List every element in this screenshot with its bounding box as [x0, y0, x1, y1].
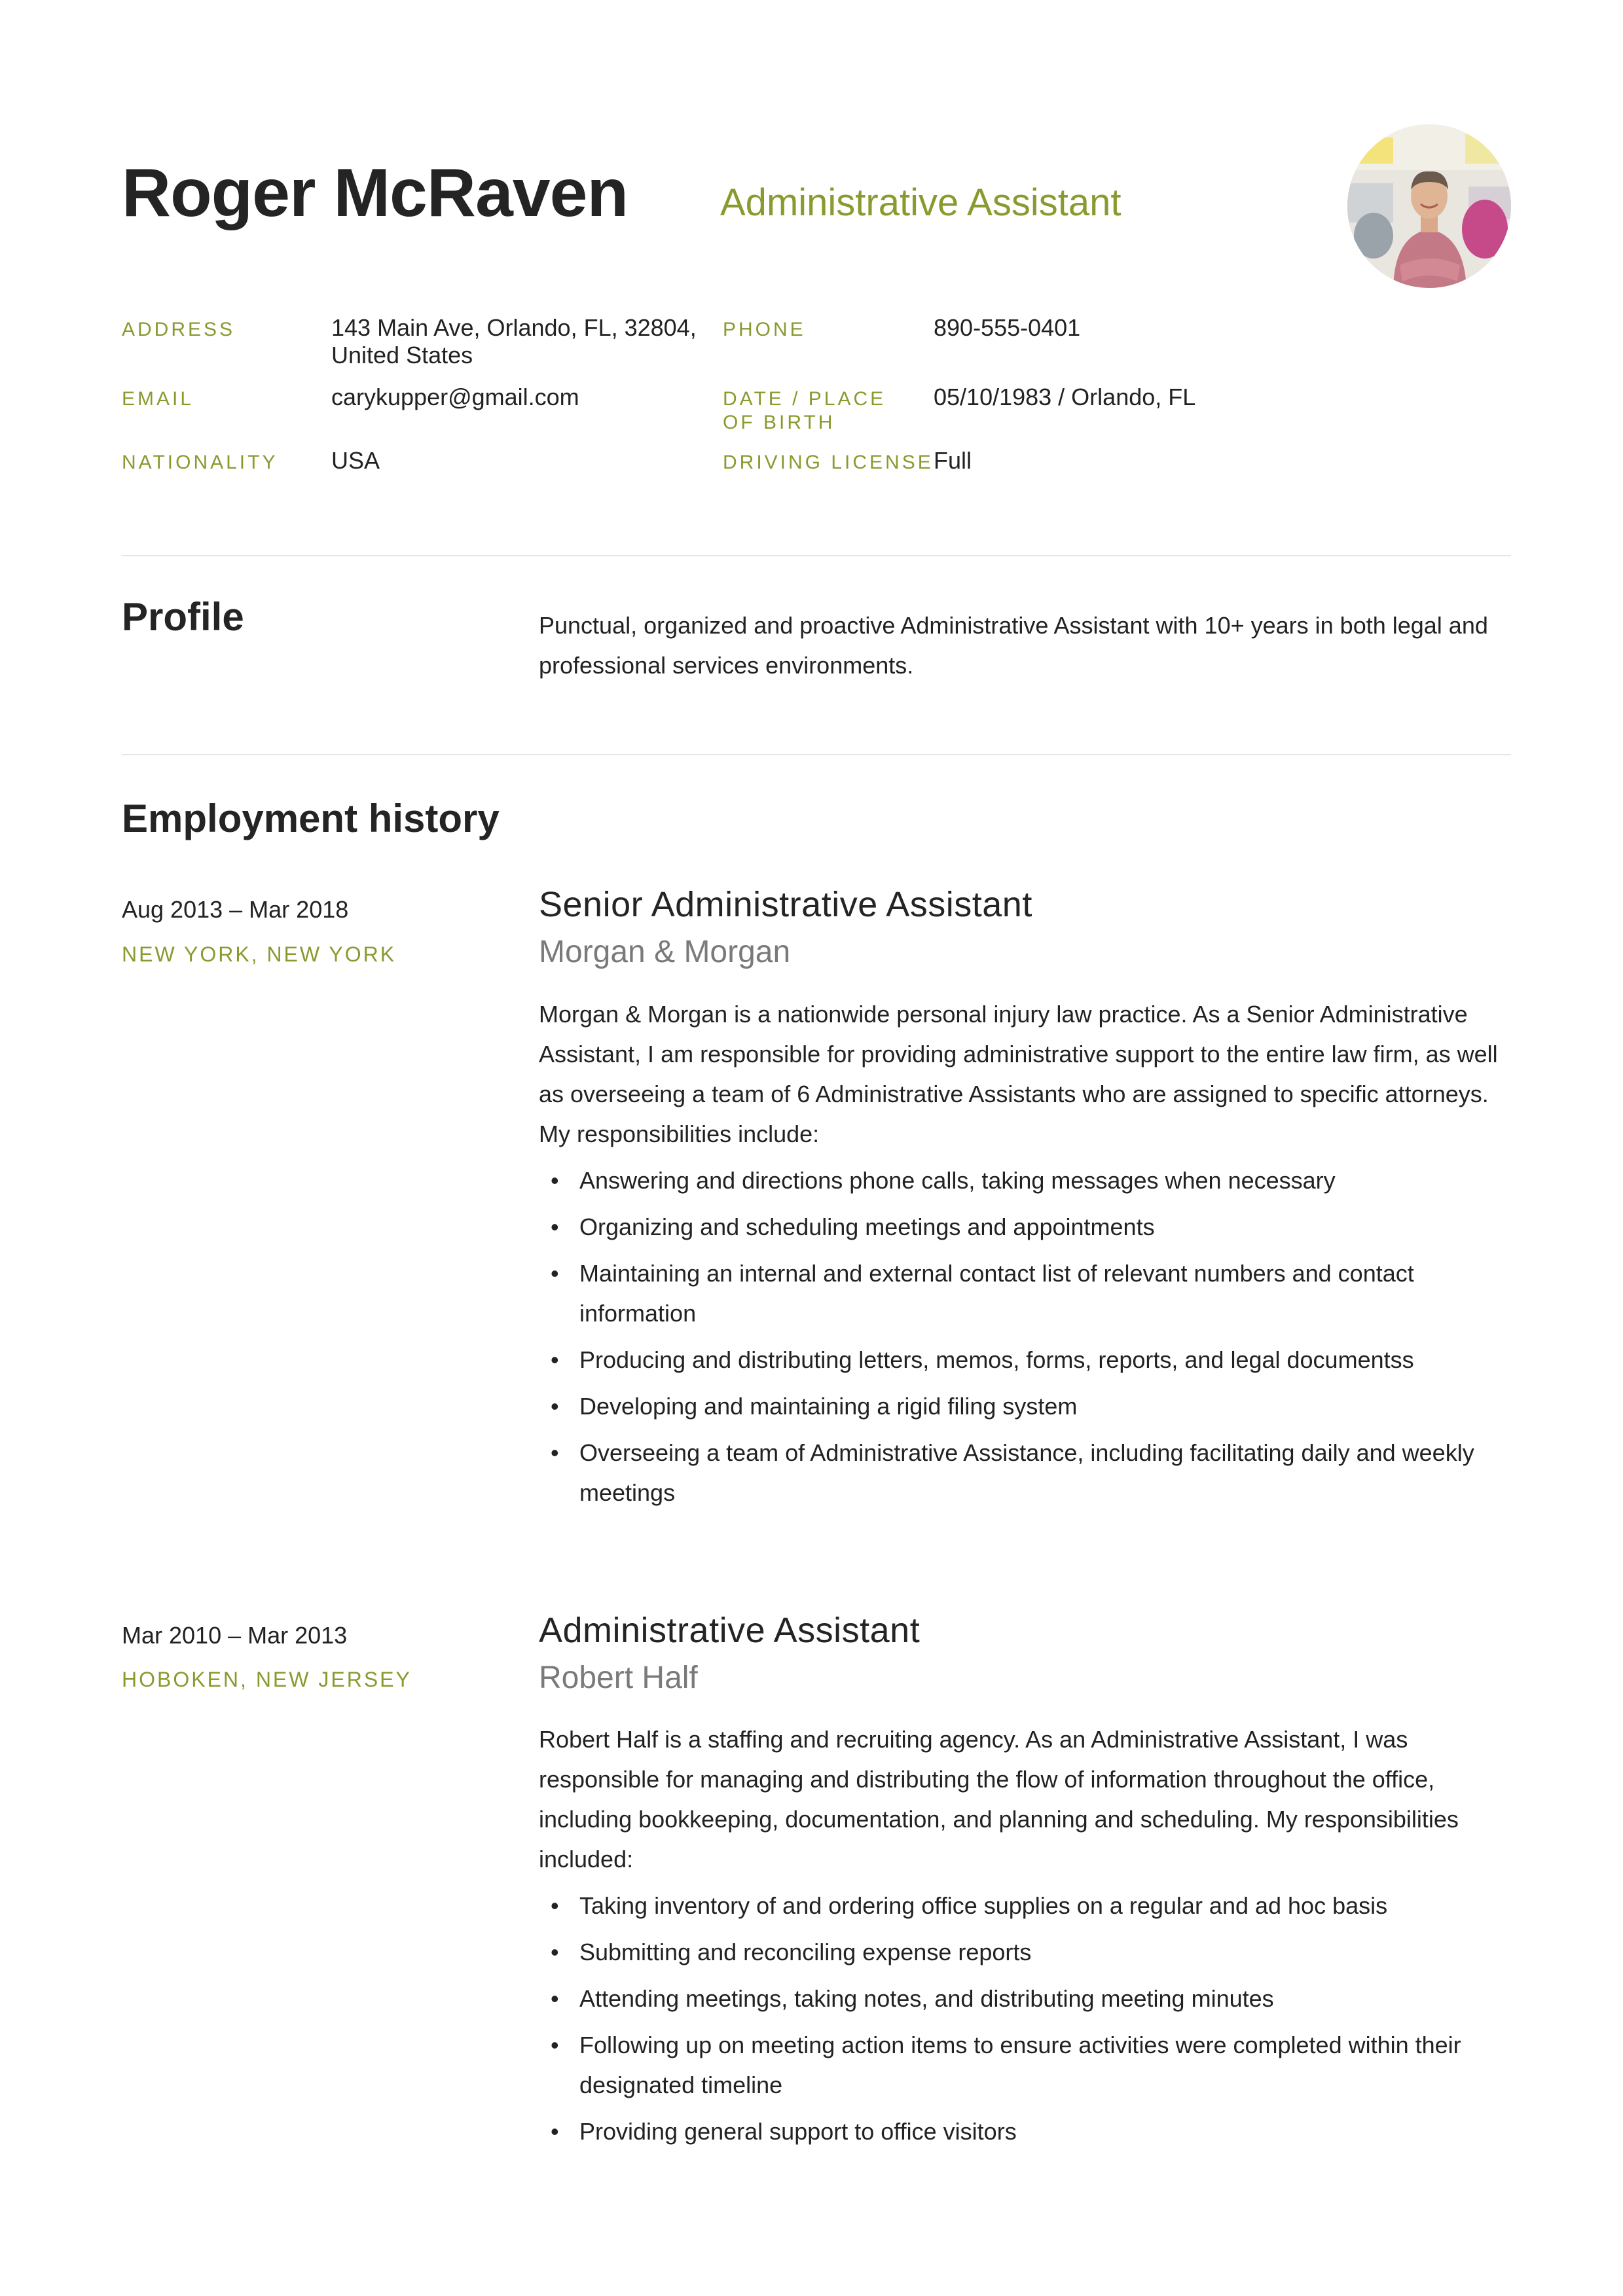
- bullet-icon: •: [551, 1167, 559, 1194]
- bullet-icon: •: [551, 1939, 559, 1965]
- job-dates: Aug 2013 – Mar 2018: [122, 896, 349, 923]
- list-item: • Following up on meeting action items to ensure activities were completed within their designated timeline: [539, 2025, 1514, 2105]
- phone-value: 890-555-0401: [934, 314, 1081, 341]
- profile-heading: Profile: [122, 595, 244, 639]
- list-item: • Taking inventory of and ordering office supplies on a regular and ad hoc basis: [539, 1886, 1514, 1926]
- nationality-label: NATIONALITY: [122, 452, 278, 473]
- bullet-icon: •: [551, 1393, 559, 1420]
- job-responsibilities: [539, 1160, 1514, 1519]
- job-description: Morgan & Morgan is a nationwide personal injury law practice. As a Senior Administrative Assistant, I am responsible for providing administrative support to the entire law firm, as well as overseeing a team of 6 Administrative Assistants who are assigned to specific attorneys. My responsibilities include:: [539, 1001, 1498, 1147]
- license-value: Full: [934, 447, 972, 474]
- job-company: Robert Half: [539, 1660, 698, 1695]
- address-value: 143 Main Ave, Orlando, FL, 32804, United States: [331, 314, 697, 368]
- list-item: • Overseeing a team of Administrative Assistance, including facilitating daily and weekly meetings: [539, 1433, 1514, 1513]
- list-item: • Attending meetings, taking notes, and distributing meeting minutes: [539, 1979, 1514, 2018]
- bullet-icon: •: [551, 1439, 559, 1466]
- bullet-icon: •: [551, 1213, 559, 1240]
- candidate-name: Roger McRaven: [122, 155, 628, 231]
- bullet-icon: •: [551, 2032, 559, 2058]
- birth-value: 05/10/1983 / Orlando, FL: [934, 384, 1196, 410]
- job-dates: Mar 2010 – Mar 2013: [122, 1622, 348, 1649]
- divider: [122, 555, 1511, 556]
- list-item: • Organizing and scheduling meetings and appointments: [539, 1207, 1514, 1247]
- employment-heading: Employment history: [122, 797, 500, 840]
- bullet-icon: •: [551, 1985, 559, 2012]
- phone-label: PHONE: [723, 319, 806, 340]
- list-item: • Submitting and reconciling expense reports: [539, 1932, 1514, 1972]
- list-item: • Maintaining an internal and external contact list of relevant numbers and contact information: [539, 1253, 1514, 1333]
- license-label: DRIVING LICENSE: [723, 452, 934, 473]
- job-location: NEW YORK, NEW YORK: [122, 942, 397, 966]
- birth-label: DATE / PLACE OF BIRTH: [723, 388, 886, 433]
- list-item: • Providing general support to office visitors: [539, 2111, 1514, 2151]
- job-responsibilities: [539, 1886, 1514, 2158]
- bullet-icon: •: [551, 1260, 559, 1287]
- job-location: HOBOKEN, NEW JERSEY: [122, 1668, 412, 1691]
- nationality-value: USA: [331, 447, 380, 474]
- list-item: • Producing and distributing letters, memos, forms, reports, and legal documentss: [539, 1340, 1514, 1380]
- job-company: Morgan & Morgan: [539, 935, 791, 969]
- address-label: ADDRESS: [122, 319, 236, 340]
- email-value: carykupper@gmail.com: [331, 384, 579, 410]
- profile-photo: [1347, 124, 1511, 288]
- bullet-icon: •: [551, 2118, 559, 2145]
- job-title: Senior Administrative Assistant: [539, 885, 1032, 924]
- email-label: EMAIL: [122, 388, 194, 410]
- job-description: Robert Half is a staffing and recruiting agency. As an Administrative Assistant, I was responsible for managing and distributing the flow of information throughout the office, including bookkeeping, documentation, and planning and scheduling. My responsibilities included:: [539, 1726, 1459, 1873]
- divider: [122, 754, 1511, 755]
- bullet-icon: •: [551, 1892, 559, 1919]
- bullet-icon: •: [551, 1346, 559, 1373]
- candidate-role: Administrative Assistant: [720, 181, 1122, 224]
- job-title: Administrative Assistant: [539, 1611, 921, 1650]
- list-item: • Answering and directions phone calls, taking messages when necessary: [539, 1160, 1514, 1200]
- list-item: • Developing and maintaining a rigid filing system: [539, 1386, 1514, 1426]
- profile-summary: Punctual, organized and proactive Administrative Assistant with 10+ years in both legal and professional services environments.: [539, 612, 1488, 679]
